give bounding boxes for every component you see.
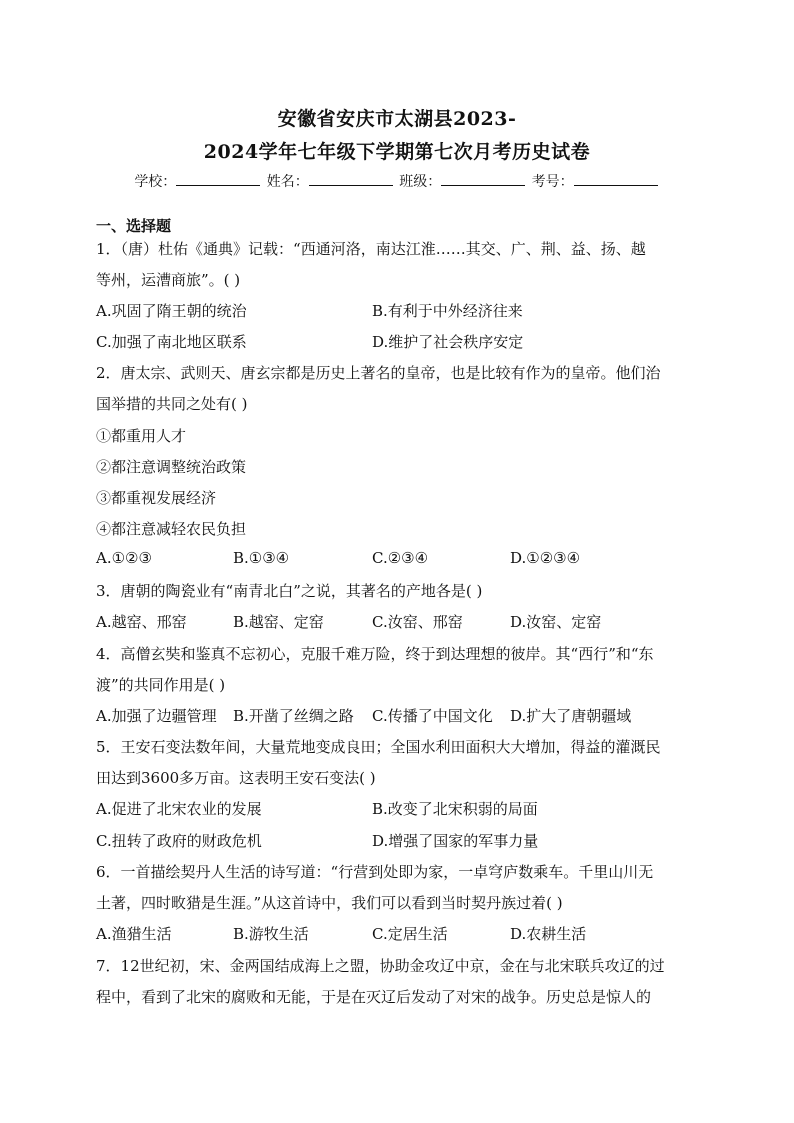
question-4-line-2: 渡”的共同作用是( ) <box>96 676 226 694</box>
class-blank <box>441 173 525 186</box>
question-7-line-2: 程中，看到了北宋的腐败和无能，于是在灭辽后发动了对宋的战争。历史总是惊人的 <box>96 988 652 1006</box>
question-3-option-c[interactable]: C.汝窑、邢窑 <box>372 613 463 631</box>
question-3-option-b[interactable]: B.越窑、定窑 <box>233 613 324 631</box>
question-2-statement-4: ④都注意减轻农民负担 <box>96 520 247 538</box>
question-1-line-2: 等州，运漕商旅”。( ) <box>96 271 241 289</box>
question-2-statement-2: ②都注意调整统治政策 <box>96 458 247 476</box>
exam-no-blank <box>574 173 658 186</box>
question-3-option-a[interactable]: A.越窑、邢窑 <box>96 613 187 631</box>
student-info-row <box>0 171 794 191</box>
question-2-statement-1: ①都重用人才 <box>96 427 187 445</box>
question-2-option-b[interactable]: B.①③④ <box>233 549 290 567</box>
question-6-option-b[interactable]: B.游牧生活 <box>233 925 309 943</box>
name-label: 姓名： <box>266 174 309 190</box>
question-1-option-b[interactable]: B.有利于中外经济往来 <box>372 302 523 320</box>
question-6-option-a[interactable]: A.渔猎生活 <box>96 925 172 943</box>
question-3-line-1: 3．唐朝的陶瓷业有“南青北白”之说，其著名的产地各是( ) <box>96 582 483 600</box>
question-4-line-1: 4．高僧玄奘和鉴真不忘初心，克服千难万险，终于到达理想的彼岸。其“西行”和“东 <box>96 645 654 663</box>
question-6-line-2: 土著，四时畋猎是生涯。”从这首诗中，我们可以看到当时契丹族过着( ) <box>96 894 563 912</box>
question-1-line-1: 1．（唐）杜佑《通典》记载：“西通河洛，南达江淮……其交、广、荆、益、扬、越 <box>96 240 646 258</box>
question-6-line-1: 6．一首描绘契丹人生活的诗写道：“行营到处即为家，一卓穹庐数乘车。千里山川无 <box>96 863 654 881</box>
question-1-option-a[interactable]: A.巩固了隋王朝的统治 <box>96 302 247 320</box>
name-blank <box>309 173 393 186</box>
exam-title-line2: 2024学年七年级下学期第七次月考历史试卷 <box>203 141 591 163</box>
class-label: 班级： <box>399 174 442 190</box>
question-2-option-a[interactable]: A.①②③ <box>96 549 152 567</box>
question-2-line-1: 2．唐太宗、武则天、唐玄宗都是历史上著名的皇帝，也是比较有作为的皇帝。他们治 <box>96 364 661 382</box>
school-blank <box>176 173 260 186</box>
question-3-option-d[interactable]: D.汝窑、定窑 <box>510 613 602 631</box>
question-1-option-c[interactable]: C.加强了南北地区联系 <box>96 333 247 351</box>
question-6-option-c[interactable]: C.定居生活 <box>372 925 448 943</box>
question-2-option-d[interactable]: D.①②③④ <box>510 549 581 567</box>
question-7-line-1: 7．12世纪初，宋、金两国结成海上之盟，协助金攻辽中京，金在与北宋联兵攻辽的过 <box>96 957 665 975</box>
question-5-option-b[interactable]: B.改变了北宋积弱的局面 <box>372 800 538 818</box>
school-label: 学校： <box>134 174 177 190</box>
question-4-option-d[interactable]: D.扩大了唐朝疆域 <box>510 707 632 725</box>
section-title: 一、选择题 <box>96 217 172 235</box>
exam-no-label: 考号： <box>531 174 574 190</box>
question-4-option-c[interactable]: C.传播了中国文化 <box>372 707 493 725</box>
question-5-option-d[interactable]: D.增强了国家的军事力量 <box>372 832 539 850</box>
question-1-option-d[interactable]: D.维护了社会秩序安定 <box>372 333 524 351</box>
exam-title-line1: 安徽省安庆市太湖县2023- <box>277 108 517 130</box>
question-2-option-c[interactable]: C.②③④ <box>372 549 429 567</box>
question-2-statement-3: ③都重视发展经济 <box>96 489 217 507</box>
question-5-line-1: 5．王安石变法数年间，大量荒地变成良田；全国水利田面积大大增加，得益的灌溉民 <box>96 738 661 756</box>
question-6-option-d[interactable]: D.农耕生活 <box>510 925 587 943</box>
question-4-option-b[interactable]: B.开凿了丝绸之路 <box>233 707 354 725</box>
question-2-line-2: 国举措的共同之处有( ) <box>96 395 248 413</box>
question-4-option-a[interactable]: A.加强了边疆管理 <box>96 707 217 725</box>
question-5-option-c[interactable]: C.扭转了政府的财政危机 <box>96 832 262 850</box>
question-5-line-2: 田达到3600多万亩。这表明王安石变法( ) <box>96 769 376 787</box>
question-5-option-a[interactable]: A.促进了北宋农业的发展 <box>96 800 262 818</box>
